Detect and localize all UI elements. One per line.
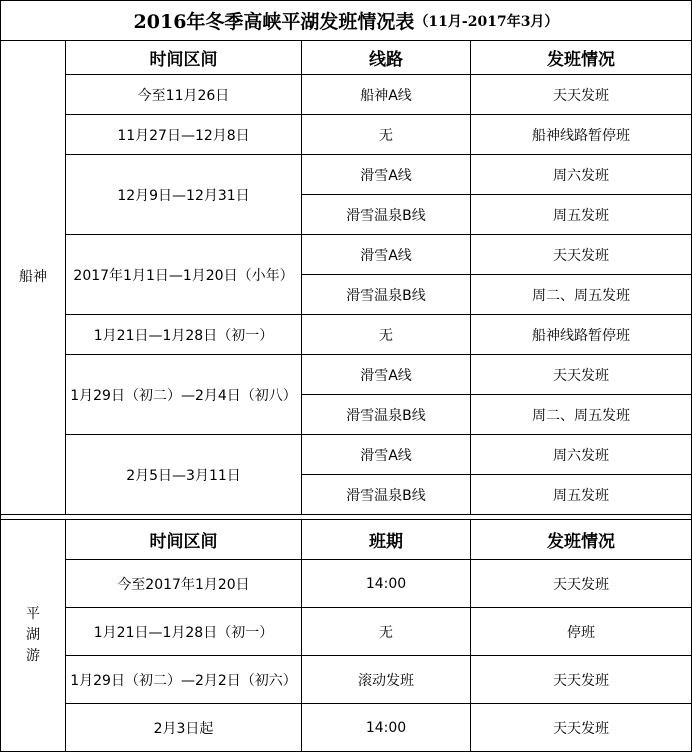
status-cell: 天天发班 xyxy=(553,367,609,384)
period-cell: 12月9日—12月31日 xyxy=(117,187,250,204)
period-cell: 11月27日—12月8日 xyxy=(117,127,250,144)
period-cell: 2017年1月1日—1月20日（小年） xyxy=(73,267,294,284)
route-cell: 滑雪A线 xyxy=(360,367,412,384)
route-cell: 滑雪温泉B线 xyxy=(346,287,426,304)
section-label-text: 平湖游 xyxy=(26,606,40,664)
table-title xyxy=(1,1,691,40)
schedule-cell: 14:00 xyxy=(365,719,407,736)
status-cell: 周六发班 xyxy=(553,167,609,184)
status-cell: 天天发班 xyxy=(553,87,609,104)
route-cell: 船神A线 xyxy=(360,87,412,104)
period-cell: 1月21日—1月28日（初一） xyxy=(93,624,274,641)
status-cell: 船神线路暂停班 xyxy=(532,127,630,144)
route-cell: 无 xyxy=(379,127,393,144)
period-cell: 1月29日（初二）—2月2日（初六） xyxy=(70,672,297,689)
status-cell: 天天发班 xyxy=(553,576,609,593)
section-divider-top xyxy=(0,514,692,515)
header-route: 线路 xyxy=(369,50,403,70)
route-cell: 滑雪A线 xyxy=(360,167,412,184)
status-cell: 停班 xyxy=(567,624,595,641)
schedule-cell: 滚动发班 xyxy=(358,672,414,689)
period-cell: 2月3日起 xyxy=(153,720,214,737)
status-cell: 周二、周五发班 xyxy=(532,407,630,424)
route-cell: 滑雪A线 xyxy=(360,247,412,264)
section-label-pinghuyou xyxy=(1,520,65,751)
route-cell: 滑雪A线 xyxy=(360,447,412,464)
status-cell: 周五发班 xyxy=(553,487,609,504)
period-cell: 今至2017年1月20日 xyxy=(117,576,250,593)
route-cell: 无 xyxy=(379,327,393,344)
header-status: 发班情况 xyxy=(547,532,615,552)
border-bottom xyxy=(0,751,692,752)
status-cell: 天天发班 xyxy=(553,672,609,689)
period-cell: 2月5日—3月11日 xyxy=(126,467,241,484)
header-period: 时间区间 xyxy=(149,50,218,70)
header-period: 时间区间 xyxy=(149,532,218,552)
title-subtitle: （11月-2017年3月） xyxy=(414,13,559,30)
period-cell: 今至11月26日 xyxy=(137,87,230,104)
status-cell: 天天发班 xyxy=(553,720,609,737)
status-cell: 周六发班 xyxy=(553,447,609,464)
header-schedule: 班期 xyxy=(369,532,403,552)
title-main: 2016年冬季高峡平湖发班情况表 xyxy=(133,11,415,33)
schedule-cell: 无 xyxy=(379,624,393,641)
status-cell: 周二、周五发班 xyxy=(532,287,630,304)
status-cell: 船神线路暂停班 xyxy=(532,327,630,344)
header-status: 发班情况 xyxy=(547,50,615,70)
period-cell: 1月21日—1月28日（初一） xyxy=(93,327,274,344)
period-cell: 1月29日（初二）—2月4日（初八） xyxy=(70,387,297,404)
status-cell: 周五发班 xyxy=(553,207,609,224)
status-cell: 天天发班 xyxy=(553,247,609,264)
route-cell: 滑雪温泉B线 xyxy=(346,207,426,224)
route-cell: 滑雪温泉B线 xyxy=(346,487,426,504)
schedule-cell: 14:00 xyxy=(365,575,407,592)
section-label-chuanshen: 船神 xyxy=(19,269,47,285)
route-cell: 滑雪温泉B线 xyxy=(346,407,426,424)
